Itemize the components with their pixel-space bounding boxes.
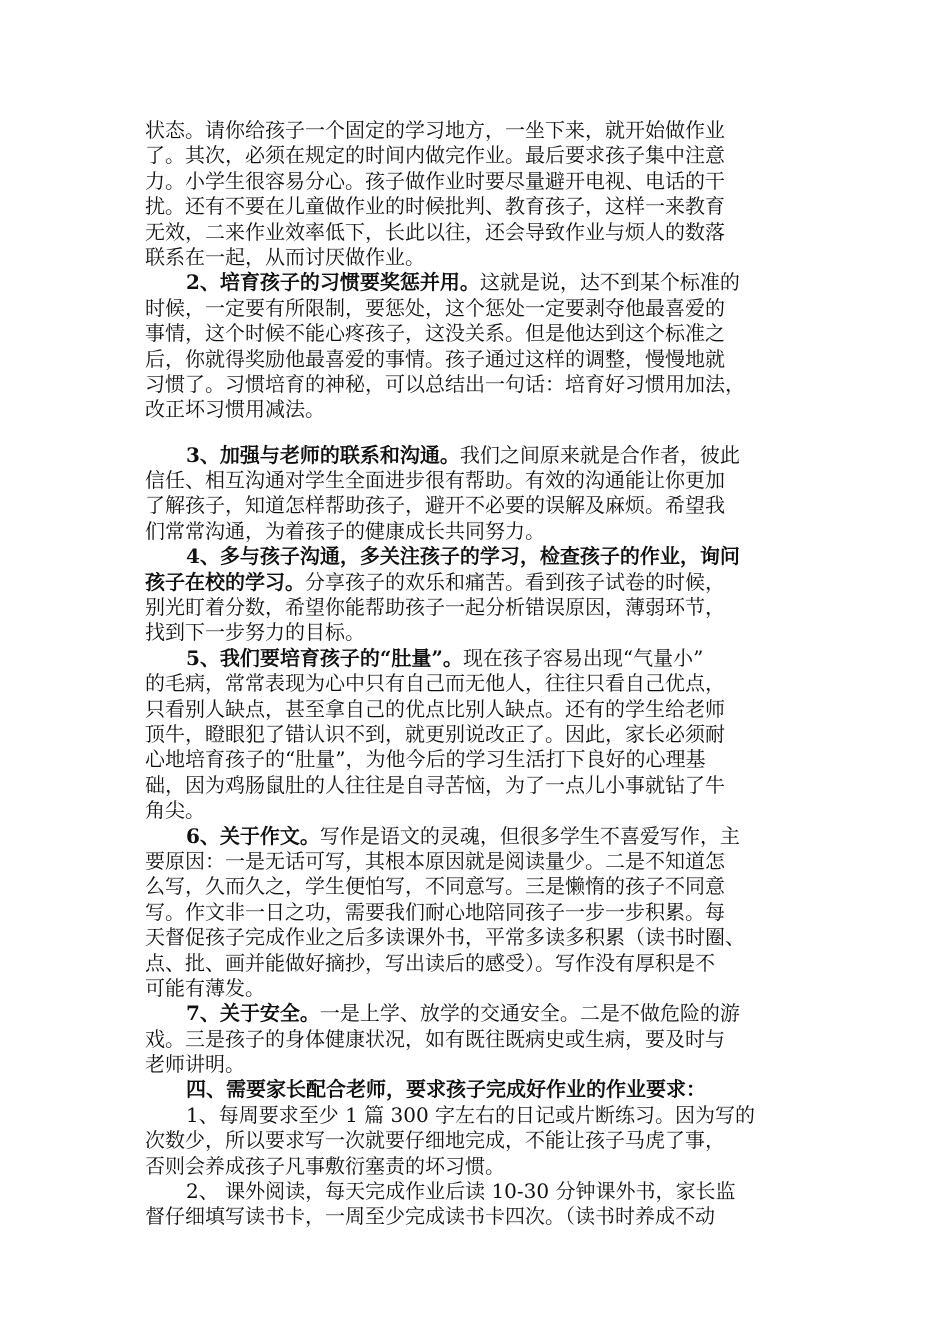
text-line: 状态。请你给孩子一个固定的学习地方，一坐下来，就开始做作业 bbox=[145, 118, 725, 142]
text-line: 次数少，所以要求写一次就要仔细地完成，不能让孩子马虎了事， bbox=[145, 1128, 725, 1153]
heading-continuation: 这就是说，达不到某个标准的 bbox=[479, 270, 740, 295]
text-line: 督仔细填写读书卡，一周至少完成读书卡四次。（读书时养成不动 bbox=[145, 1204, 715, 1229]
text-line: 点、批、画并能做好摘抄，写出读后的感受）。写作没有厚积是不 bbox=[145, 950, 715, 975]
paragraph-heading-line bbox=[145, 646, 815, 671]
text-line: 可能有薄发。 bbox=[145, 975, 265, 1000]
text-line: 否则会养成孩子凡事敷衍塞责的坏习惯。 bbox=[145, 1153, 505, 1178]
text-line: 的毛病，常常表现为心中只有自己而无他人，往往只看自己优点， bbox=[145, 671, 725, 696]
heading-continuation: 写作是语文的灵魂，但很多学生不喜爱写作，主 bbox=[319, 823, 740, 848]
text-line: 们常常沟通，为着孩子的健康成长共同努力。 bbox=[145, 518, 545, 543]
text-line: 无效，二来作业效率低下，长此以往，还会导致作业与烦人的数落 bbox=[145, 219, 725, 244]
text-line: 心地培育孩子的“肚量”，为他今后的学习生活打下良好的心理基 bbox=[145, 747, 706, 772]
text-line: 时候，一定要有所限制，要惩处，这个惩处一定要剥夺他最喜爱的 bbox=[145, 295, 725, 320]
text-line: 力。小学生很容易分心。孩子做作业时要尽量避开电视、电话的干 bbox=[145, 168, 725, 193]
text-line: 后，你就得奖励他最喜爱的事情。孩子通过这样的调整，慢慢地就 bbox=[145, 346, 725, 371]
paragraph-heading-line bbox=[145, 270, 815, 295]
paragraph-heading-line bbox=[145, 1001, 815, 1026]
text-line: 只看别人缺点，甚至拿自己的优点比别人缺点。还有的学生给老师 bbox=[145, 696, 725, 721]
text-line: 2、 课外阅读，每天完成作业后读 10-30 分钟课外书，家长监 bbox=[186, 1179, 736, 1204]
body-text bbox=[145, 118, 815, 1230]
section-heading: 四、需要家长配合老师，要求孩子完成好作业的作业要求： bbox=[186, 1077, 706, 1102]
paragraph-heading-line: 4、多与孩子沟通，多关注孩子的学习，检查孩子的作业，询问 bbox=[186, 544, 740, 569]
text-line: 别光盯着分数，希望你能帮助孩子一起分析错误原因，薄弱环节， bbox=[145, 595, 725, 620]
heading-continuation: 一是上学、放学的交通安全。二是不做危险的游 bbox=[319, 1001, 740, 1026]
text-line: 了解孩子，知道怎样帮助孩子，避开不必要的误解及麻烦。希望我 bbox=[145, 493, 725, 518]
paragraph-heading-line bbox=[145, 443, 815, 468]
paragraph-heading-line bbox=[145, 824, 815, 849]
text-line: 找到下一步努力的目标。 bbox=[145, 620, 365, 645]
text-line: 角尖。 bbox=[145, 798, 205, 823]
text-line: 础，因为鸡肠鼠肚的人往往是自寻苦恼，为了一点儿小事就钻了牛 bbox=[145, 772, 725, 797]
text-line: 戏。三是孩子的身体健康状况，如有既往既病史或生病，要及时与 bbox=[145, 1026, 725, 1051]
heading-continuation: 现在孩子容易出现“气量小” bbox=[462, 645, 704, 670]
text-line: 习惯了。习惯培育的神秘，可以总结出一句话：培育好习惯用加法， bbox=[145, 371, 745, 396]
bold-heading: 2、培育孩子的习惯要奖惩并用。 bbox=[186, 270, 480, 295]
text-line: 1、每周要求至少 1 篇 300 字左右的日记或片断练习。因为写的 bbox=[186, 1102, 756, 1127]
text-line: 天督促孩子完成作业之后多读课外书，平常多读多积累（读书时圈、 bbox=[145, 925, 745, 950]
heading-continuation: 分享孩子的欢乐和痛苦。看到孩子试卷的时候， bbox=[305, 569, 725, 594]
text-line: 顶牛，瞪眼犯了错认识不到，就更别说改正了。因此，家长必须耐 bbox=[145, 721, 725, 746]
text-line: 老师讲明。 bbox=[145, 1052, 245, 1077]
text-line: 么写，久而久之，学生便怕写，不同意写。三是懒惰的孩子不同意 bbox=[145, 874, 725, 899]
text-line bbox=[145, 570, 815, 595]
bold-heading: 5、我们要培育孩子的“肚量”。 bbox=[186, 645, 463, 670]
text-line: 联系在一起，从而讨厌做作业。 bbox=[145, 244, 425, 269]
text-line: 事情，这个时候不能心疼孩子，这没关系。但是他达到这个标准之 bbox=[145, 321, 725, 346]
text-line: 信任、相互沟通对学生全面进步很有帮助。有效的沟通能让你更加 bbox=[145, 468, 725, 493]
text-line: 了。其次，必须在规定的时间内做完作业。最后要求孩子集中注意 bbox=[145, 143, 725, 168]
bold-heading: 7、关于安全。 bbox=[186, 1001, 320, 1026]
text-line: 扰。还有不要在儿童做作业的时候批判、教育孩子，这样一来教育 bbox=[145, 194, 725, 219]
text-line: 改正坏习惯用减法。 bbox=[145, 397, 325, 422]
bold-heading: 3、加强与老师的联系和沟通。 bbox=[186, 442, 460, 467]
bold-heading: 孩子在校的学习。 bbox=[145, 569, 305, 594]
heading-continuation: 我们之间原来就是合作者，彼此 bbox=[459, 442, 740, 467]
text-line: 写。作文非一日之功，需要我们耐心地陪同孩子一步一步积累。每 bbox=[145, 899, 725, 924]
text-line: 要原因：一是无话可写，其根本原因就是阅读量少。二是不知道怎 bbox=[145, 848, 725, 873]
bold-heading: 6、关于作文。 bbox=[186, 823, 320, 848]
